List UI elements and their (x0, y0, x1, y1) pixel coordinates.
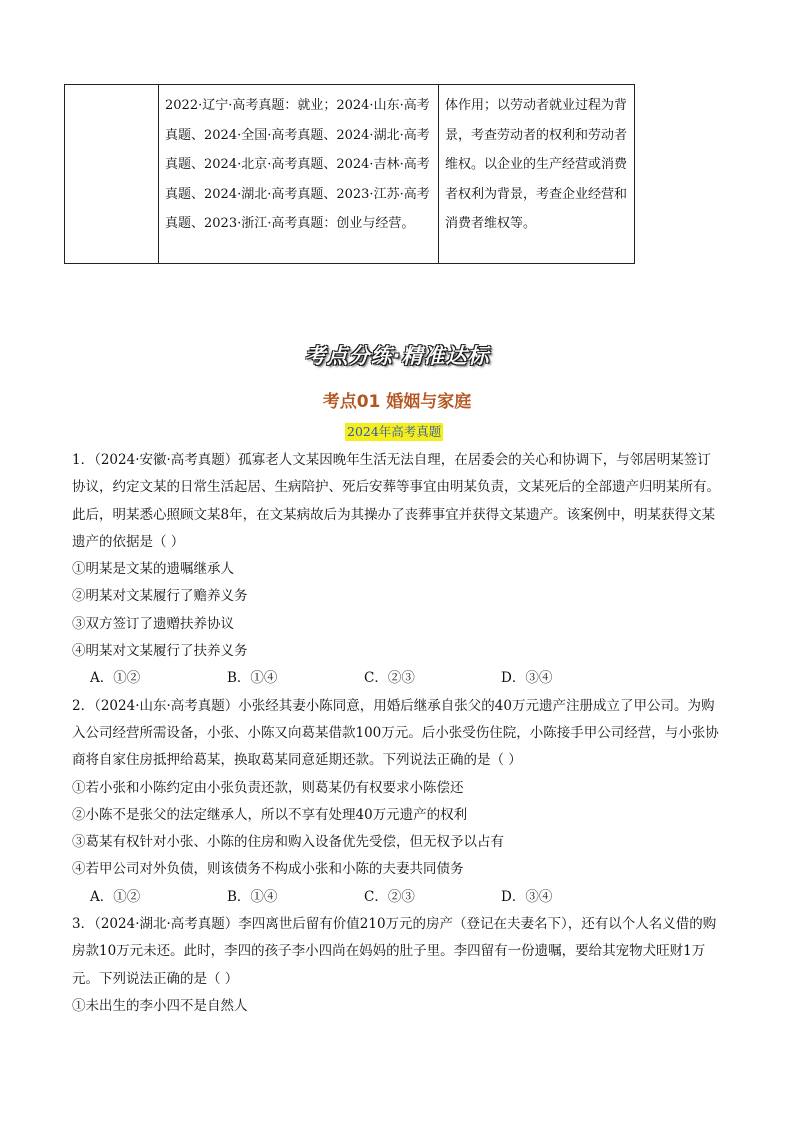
table-cell-exam-sources: 2022·辽宁·高考真题：就业；2024·山东·高考真题、2024·全国·高考真题、2024·湖北·高考真题、2024·北京·高考真题、2024·吉林·高考真题、2024·湖北·高考真题、2023·江苏·高考真题、2023·浙江·高考真题：创业与经营。 (159, 85, 439, 264)
statement-item: ①未出生的李小四不是自然人 (72, 997, 248, 1014)
answer-option: B．①④ (227, 888, 278, 905)
question-3 (72, 911, 722, 1020)
statement-item: ③葛某有权针对小张、小陈的住房和购入设备优先受偿，但无权予以占有 (72, 834, 504, 851)
section-banner: 考点分练·精准达标 (304, 344, 490, 368)
answer-options (72, 665, 722, 692)
answer-option: B．①④ (227, 670, 278, 687)
question-stem: 3．（2024·湖北·高考真题）李四离世后留有价值210万元的房产（登记在夫妻名下），还有以个人名义借的购房款10万元未还。此时，李四的孩子李小四尚在妈妈的肚子里。李四留有一份遗嘱，要给其宠物犬旺财1万元。下列说法正确的是（ ） (72, 916, 717, 987)
answer-option: C．②③ (364, 888, 415, 905)
exam-topic-table (64, 84, 635, 264)
table-cell-empty (65, 85, 159, 264)
question-2 (72, 693, 722, 911)
answer-option: A．①② (90, 888, 141, 905)
statement-item: ①若小张和小陈约定由小张负责还款，则葛某仍有权要求小陈偿还 (72, 779, 464, 796)
answer-option: C．②③ (364, 670, 415, 687)
statement-item: ①明某是文某的遗嘱继承人 (72, 561, 234, 578)
statement-item: ③双方签订了遗赠扶养协议 (72, 615, 234, 632)
topic-title: 考点01 婚姻与家庭 (322, 392, 472, 412)
table-row (65, 85, 635, 264)
question-stem: 1．（2024·安徽·高考真题）孤寡老人文某因晚年生活无法自理，在居委会的关心和协调下，与邻居明某签订协议，约定文某的日常生活起居、生病陪护、死后安葬等事宜由明某负责，文某死后的全部遗产归明某所有。此后，明某悉心照顾文某8年，在文某病故后为其操办了丧葬事宜并获得文某遗产。该案例中，明某获得文某遗产的依据是（ ） (72, 452, 720, 550)
question-1 (72, 447, 722, 693)
exam-topic-table-fragment (64, 84, 634, 264)
statement-item: ②小陈不是张父的法定继承人，所以不享有处理40万元遗产的权利 (72, 806, 468, 823)
answer-options (72, 884, 722, 911)
statement-item: ②明某对文某履行了赡养义务 (72, 588, 248, 605)
answer-option: A．①② (90, 670, 141, 687)
question-stem: 2．（2024·山东·高考真题）小张经其妻小陈同意，用婚后继承自张父的40万元遗产注册成立了甲公司。为购入公司经营所需设备，小张、小陈又向葛某借款100万元。后小张受伤住院，小陈接手甲公司经营，与小张协商将自家住房抵押给葛某，换取葛某同意延期还款。下列说法正确的是（ ） (72, 697, 719, 769)
statement-item: ④若甲公司对外负债，则该债务不构成小张和小陈的夫妻共同债务 (72, 861, 464, 878)
year-badge: 2024年高考真题 (347, 424, 442, 439)
question-list (72, 447, 722, 1020)
answer-option: D．③④ (501, 670, 553, 687)
table-cell-exam-focus: 体作用；以劳动者就业过程为背景，考查劳动者的权利和劳动者维权。以企业的生产经营或消费者权利为背景，考查企业经营和消费者维权等。 (439, 85, 635, 264)
answer-option: D．③④ (501, 888, 553, 905)
statement-item: ④明某对文某履行了扶养义务 (72, 643, 248, 660)
